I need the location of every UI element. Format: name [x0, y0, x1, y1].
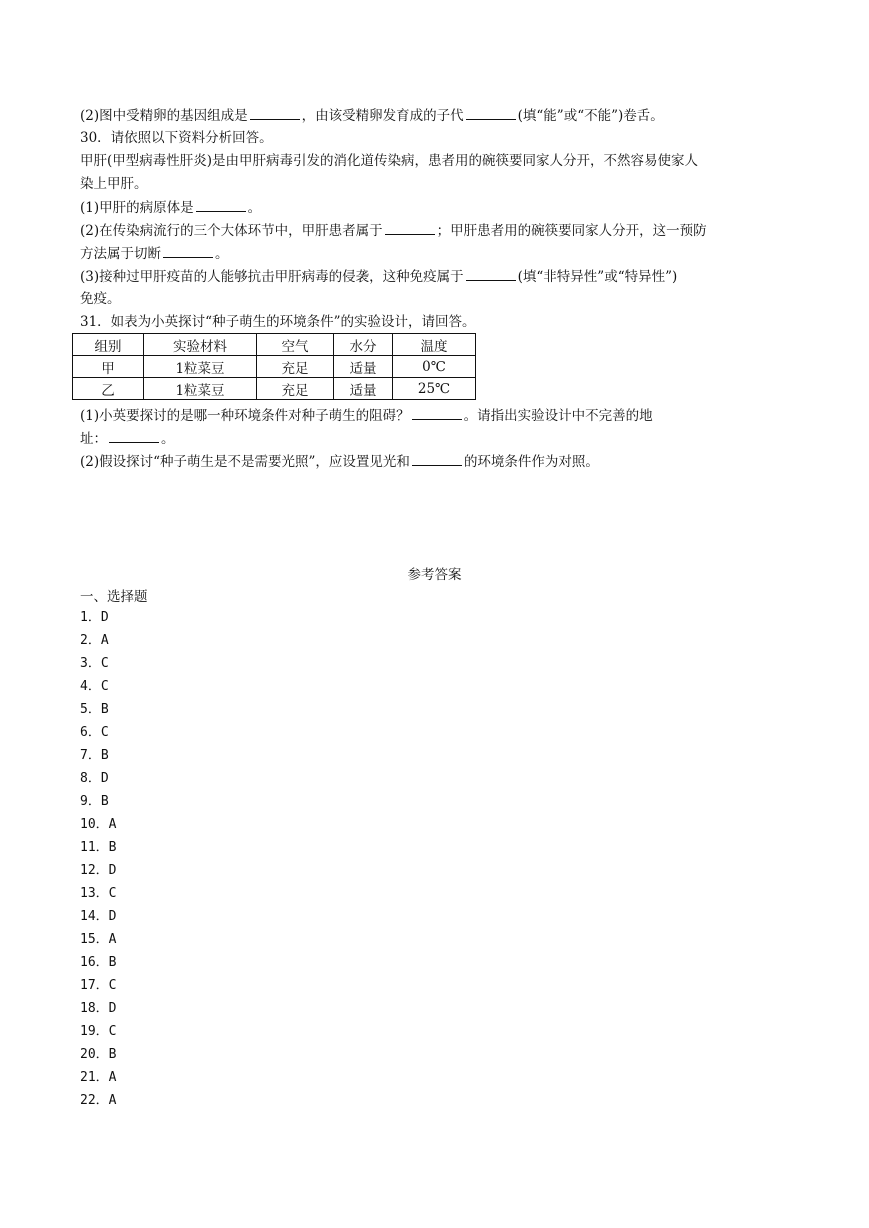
table-cell: 1粒菜豆 [144, 378, 257, 400]
answers-section-heading: 一、选择题 [80, 589, 148, 605]
q31-sub2-text-2: 的环境条件作为对照。 [463, 454, 599, 470]
answer-item: 6．C [80, 725, 109, 740]
answers-title: 参考答案 [407, 567, 462, 583]
answer-item: 11．B [80, 840, 117, 855]
q29-part2-text-3: (填“能”或“不能”)卷舌。 [517, 108, 664, 124]
q30-sub1-text: (1)甲肝的病原体是 [80, 200, 194, 216]
table-header-cell: 水分 [334, 334, 393, 356]
experiment-table [72, 333, 476, 400]
table-cell: 充足 [257, 378, 334, 400]
answer-item: 15．A [80, 932, 117, 947]
table-cell: 1粒菜豆 [144, 356, 257, 378]
answer-item: 1．D [80, 610, 109, 625]
table-cell: 适量 [334, 356, 393, 378]
answer-blank[interactable] [466, 266, 516, 281]
table-cell: 甲 [73, 356, 144, 378]
answer-blank[interactable] [109, 428, 159, 443]
table-row [73, 356, 476, 378]
q31-sub1-cont [80, 428, 175, 449]
answer-item: 22．A [80, 1093, 117, 1108]
q30-sub2-text-2: ；甲肝患者用的碗筷要同家人分开，这一预防 [436, 223, 707, 239]
q30-sub2 [80, 220, 707, 241]
answer-item: 7．B [80, 748, 109, 763]
answer-item: 10．A [80, 817, 117, 832]
q30-intro-line2: 染上甲肝。 [80, 176, 148, 192]
answer-item: 5．B [80, 702, 109, 717]
answer-blank[interactable] [250, 105, 300, 120]
q31-sub2-text-1: (2)假设探讨“种子萌生是不是需要光照”，应设置见光和 [80, 454, 410, 470]
answer-blank[interactable] [412, 451, 462, 466]
answer-item: 12．D [80, 863, 117, 878]
table-cell: 充足 [257, 356, 334, 378]
answer-item: 9．B [80, 794, 109, 809]
q30-intro-line1: 甲肝(甲型病毒性肝炎)是由甲肝病毒引发的消化道传染病，患者用的碗筷要同家人分开，不然容易使家人 [80, 153, 699, 169]
q30-sub3-text-2: (填“非特异性”或“特异性”) [517, 269, 678, 285]
answer-blank[interactable] [163, 243, 213, 258]
answer-item: 16．B [80, 955, 117, 970]
table-cell: 0℃ [393, 356, 476, 378]
q30-sub3-cont: 免疫。 [80, 291, 121, 307]
q29-part2-text-1: (2)图中受精卵的基因组成是 [80, 108, 248, 124]
q30-title: 30．请依照以下资料分析回答。 [80, 130, 273, 146]
q30-sub2-cont [80, 243, 229, 264]
q30-sub3 [80, 266, 677, 287]
table-header-cell: 组别 [73, 334, 144, 356]
answer-item: 19．C [80, 1024, 117, 1039]
q29-part2 [80, 105, 664, 126]
q31-sub1-end: 。 [161, 431, 175, 447]
answer-item: 18．D [80, 1001, 117, 1016]
answer-blank[interactable] [385, 220, 435, 235]
table-cell: 适量 [334, 378, 393, 400]
q30-sub2-text-3: 方法属于切断 [80, 246, 161, 262]
q30-sub1 [80, 197, 261, 218]
table-cell: 乙 [73, 378, 144, 400]
q31-sub2 [80, 451, 599, 472]
table-cell: 25℃ [393, 378, 476, 400]
table-row [73, 378, 476, 400]
q30-sub2-text-1: (2)在传染病流行的三个大体环节中，甲肝患者属于 [80, 223, 383, 239]
q30-sub1-end: 。 [247, 200, 262, 216]
table-header-cell: 实验材料 [144, 334, 257, 356]
answer-blank[interactable] [466, 105, 516, 120]
table-header-row [73, 334, 476, 356]
table-header-cell: 空气 [257, 334, 334, 356]
answer-blank[interactable] [412, 405, 462, 420]
answer-item: 14．D [80, 909, 117, 924]
q31-title: 31．如表为小英探讨“种子萌生的环境条件”的实验设计，请回答。 [80, 314, 476, 330]
q30-sub2-end: 。 [215, 246, 229, 262]
answer-item: 21．A [80, 1070, 117, 1085]
answer-blank[interactable] [196, 197, 246, 212]
q29-part2-text-2: ，由该受精卵发育成的子代 [301, 108, 464, 124]
q31-sub1 [80, 405, 653, 426]
answer-item: 4．C [80, 679, 109, 694]
q31-sub1-text-1: (1)小英要探讨的是哪一种环境条件对种子萌生的阻碍？ [80, 408, 410, 424]
q31-sub1-text-3: 址： [80, 431, 107, 447]
answer-item: 20．B [80, 1047, 117, 1062]
answer-item: 3．C [80, 656, 109, 671]
answer-item: 13．C [80, 886, 117, 901]
q31-sub1-text-2: 。请指出实验设计中不完善的地 [463, 408, 653, 424]
table-header-cell: 温度 [393, 334, 476, 356]
q30-sub3-text-1: (3)接种过甲肝疫苗的人能够抗击甲肝病毒的侵袭，这种免疫属于 [80, 269, 464, 285]
answer-item: 17．C [80, 978, 117, 993]
answer-item: 8．D [80, 771, 109, 786]
answer-item: 2．A [80, 633, 109, 648]
